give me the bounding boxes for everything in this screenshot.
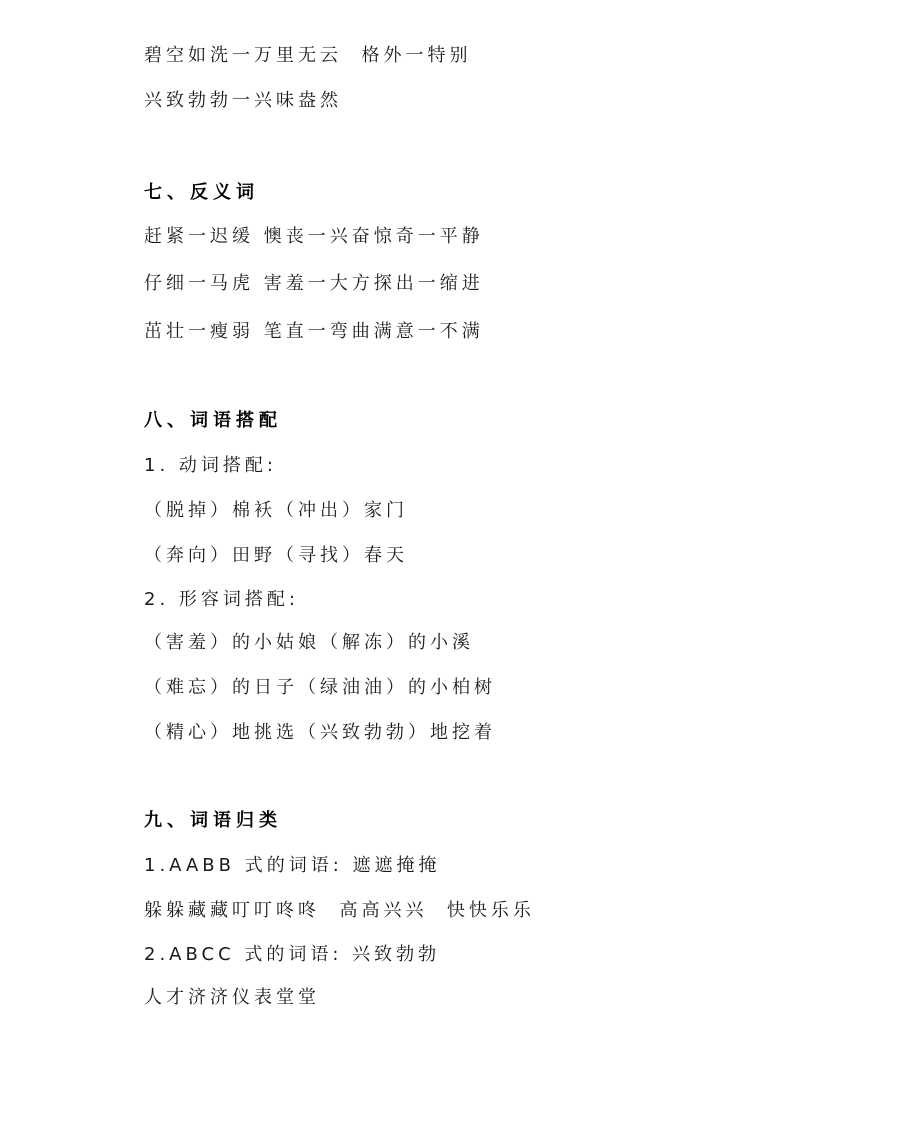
section-heading-classification: 九、词语归类: [144, 810, 282, 831]
subheading-aabb-words: 1.AABB 式的词语: 遮遮掩掩: [144, 855, 441, 876]
collocation-line-3: （害羞）的小姑娘（解冻）的小溪: [144, 632, 474, 653]
classification-line-2: 人才济济仪表堂堂: [144, 987, 320, 1008]
section-heading-collocations: 八、词语搭配: [144, 410, 282, 431]
section-heading-antonyms: 七、反义词: [144, 182, 259, 203]
subheading-adjective-collocations: 2. 形容词搭配:: [144, 589, 299, 610]
synonym-line-2: 兴致勃勃一兴味盎然: [144, 90, 342, 111]
antonym-line-2: 仔细一马虎 害羞一大方探出一缩进: [144, 273, 484, 294]
classification-line-1: 躲躲藏藏叮叮咚咚 高高兴兴 快快乐乐: [144, 900, 535, 921]
collocation-line-1: （脱掉）棉袄（冲出）家门: [144, 500, 408, 521]
subheading-verb-collocations: 1. 动词搭配:: [144, 455, 277, 476]
antonym-line-3: 茁壮一瘦弱 笔直一弯曲满意一不满: [144, 321, 484, 342]
antonym-line-1: 赶紧一迟缓 懊丧一兴奋惊奇一平静: [144, 226, 484, 247]
collocation-line-5: （精心）地挑选（兴致勃勃）地挖着: [144, 722, 496, 743]
collocation-line-4: （难忘）的日子（绿油油）的小柏树: [144, 677, 496, 698]
synonym-line-1: 碧空如洗一万里无云 格外一特别: [144, 45, 472, 66]
subheading-abcc-words: 2.ABCC 式的词语: 兴致勃勃: [144, 944, 441, 965]
collocation-line-2: （奔向）田野（寻找）春天: [144, 545, 408, 566]
